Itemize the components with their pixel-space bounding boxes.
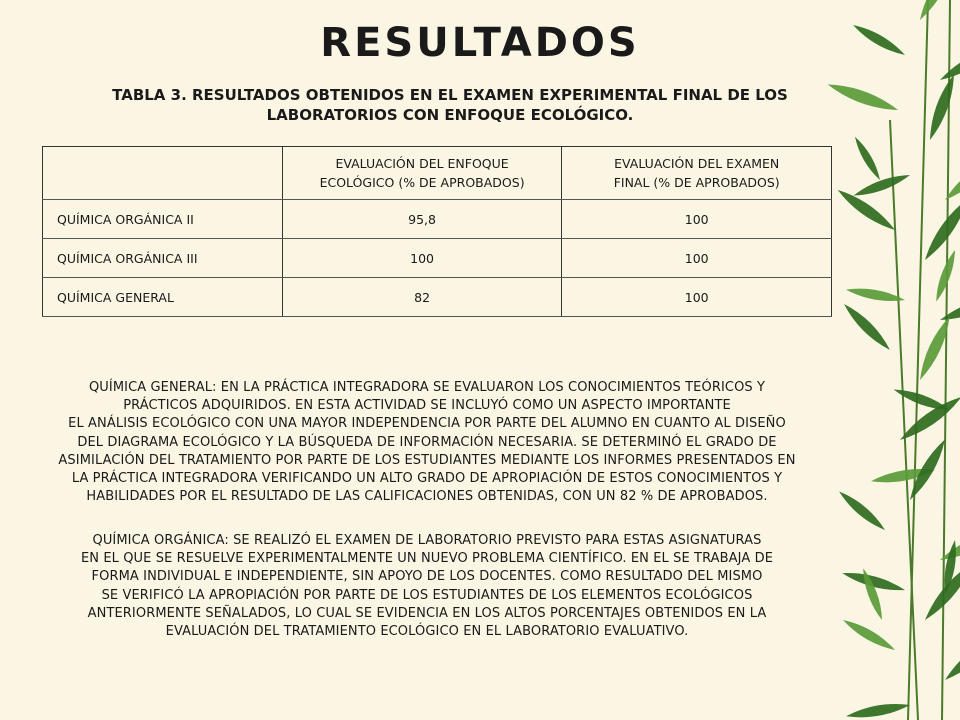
- paragraph-general-chemistry: [10, 379, 844, 506]
- paragraph-line: ASIMILACIÓN DEL TRATAMIENTO POR PARTE DE LOS ESTUDIANTES MEDIANTE LOS INFORMES PRESENTADOS EN: [58, 452, 796, 468]
- table-row: [43, 278, 832, 317]
- bamboo-stem: [890, 120, 918, 720]
- paragraph-line: PRÁCTICOS ADQUIRIDOS. EN ESTA ACTIVIDAD SE INCLUYÓ COMO UN ASPECTO IMPORTANTE: [123, 398, 731, 414]
- bamboo-leaf: [915, 314, 955, 382]
- row-label: QUÍMICA ORGÁNICA II: [43, 200, 283, 239]
- results-table: [42, 146, 832, 317]
- bamboo-leaf: [942, 154, 960, 204]
- bamboo-leaf: [852, 170, 912, 200]
- header-empty-cell: [43, 147, 283, 200]
- paragraph-line: QUÍMICA ORGÁNICA: SE REALIZÓ EL EXAMEN DE LABORATORIO PREVISTO PARA ESTAS ASIGNATURAS: [92, 533, 762, 548]
- table-caption: [60, 85, 840, 125]
- header-final-exam-evaluation: [562, 147, 832, 200]
- bamboo-leaf: [941, 631, 960, 685]
- table-header-row: [43, 147, 832, 200]
- paragraph-line: EL ANÁLISIS ECOLÓGICO CON UNA MAYOR INDEPENDENCIA POR PARTE DEL ALUMNO EN CUANTO AL DISEÑO: [68, 416, 786, 432]
- paragraph-line: EVALUACIÓN DEL TRATAMIENTO ECOLÓGICO EN EL LABORATORIO EVALUATIVO.: [165, 624, 689, 640]
- header-line: FINAL (% DE APROBADOS): [613, 175, 780, 190]
- table-row: [43, 200, 832, 239]
- paragraph-line: ANTERIORMENTE SEÑALADOS, LO CUAL SE EVIDENCIA EN LOS ALTOS PORCENTAJES OBTENIDOS EN LA: [87, 605, 767, 621]
- caption-line: LABORATORIOS CON ENFOQUE ECOLÓGICO.: [266, 106, 634, 124]
- header-line: EVALUACIÓN DEL ENFOQUE: [335, 156, 509, 171]
- bamboo-leaf: [845, 285, 906, 305]
- caption-line: TABLA 3. RESULTADOS OBTENIDOS EN EL EXAMEN EXPERIMENTAL FINAL DE LOS: [112, 86, 788, 104]
- table-row: [43, 239, 832, 278]
- bamboo-leaf: [841, 616, 898, 654]
- header-line: EVALUACIÓN DEL EXAMEN: [614, 156, 780, 171]
- ecological-value: 100: [282, 239, 562, 278]
- bamboo-leaf: [845, 700, 911, 720]
- final-exam-value: 100: [562, 278, 832, 317]
- header-line: ECOLÓGICO (% DE APROBADOS): [319, 175, 525, 190]
- ecological-value: 82: [282, 278, 562, 317]
- page-title: RESULTADOS: [320, 20, 640, 66]
- final-exam-value: 100: [562, 200, 832, 239]
- row-label: QUÍMICA GENERAL: [43, 278, 283, 317]
- header-ecological-evaluation: [282, 147, 562, 200]
- bamboo-leaf: [852, 135, 884, 182]
- bamboo-leaf: [925, 72, 959, 142]
- paragraph-line: SE VERIFICÓ LA APROPIACIÓN POR PARTE DE LOS ESTUDIANTES DE LOS ELEMENTOS ECOLÓGICOS: [101, 587, 753, 603]
- paragraph-line: EN EL QUE SE RESUELVE EXPERIMENTALMENTE UN NUEVO PROBLEMA CIENTÍFICO. EN EL SE TRABAJA DE: [80, 551, 774, 567]
- paragraph-line: DEL DIAGRAMA ECOLÓGICO Y LA BÚSQUEDA DE INFORMACIÓN NECESARIA. SE DETERMINÓ EL GRADO DE: [77, 434, 777, 450]
- paragraph-line: FORMA INDIVIDUAL E INDEPENDIENTE, SIN APOYO DE LOS DOCENTES. COMO RESULTADO DEL MISMO: [91, 569, 763, 585]
- paragraph-line: QUÍMICA GENERAL: EN LA PRÁCTICA INTEGRADORA SE EVALUARON LOS CONOCIMIENTOS TEÓRICOS Y: [88, 380, 766, 395]
- final-exam-value: 100: [562, 239, 832, 278]
- ecological-value: 95,8: [282, 200, 562, 239]
- bamboo-leaf: [840, 300, 893, 353]
- paragraph-line: LA PRÁCTICA INTEGRADORA VERIFICANDO UN ALTO GRADO DE APROPIACIÓN DE ESTOS CONOCIMIENTOS Y: [71, 471, 783, 487]
- paragraph-organic-chemistry: [10, 532, 844, 641]
- row-label: QUÍMICA ORGÁNICA III: [43, 239, 283, 278]
- paragraph-line: HABILIDADES POR EL RESULTADO DE LAS CALIFICACIONES OBTENIDAS, CON UN 82 % DE APROBADOS.: [86, 489, 768, 505]
- bamboo-leaf: [932, 248, 959, 303]
